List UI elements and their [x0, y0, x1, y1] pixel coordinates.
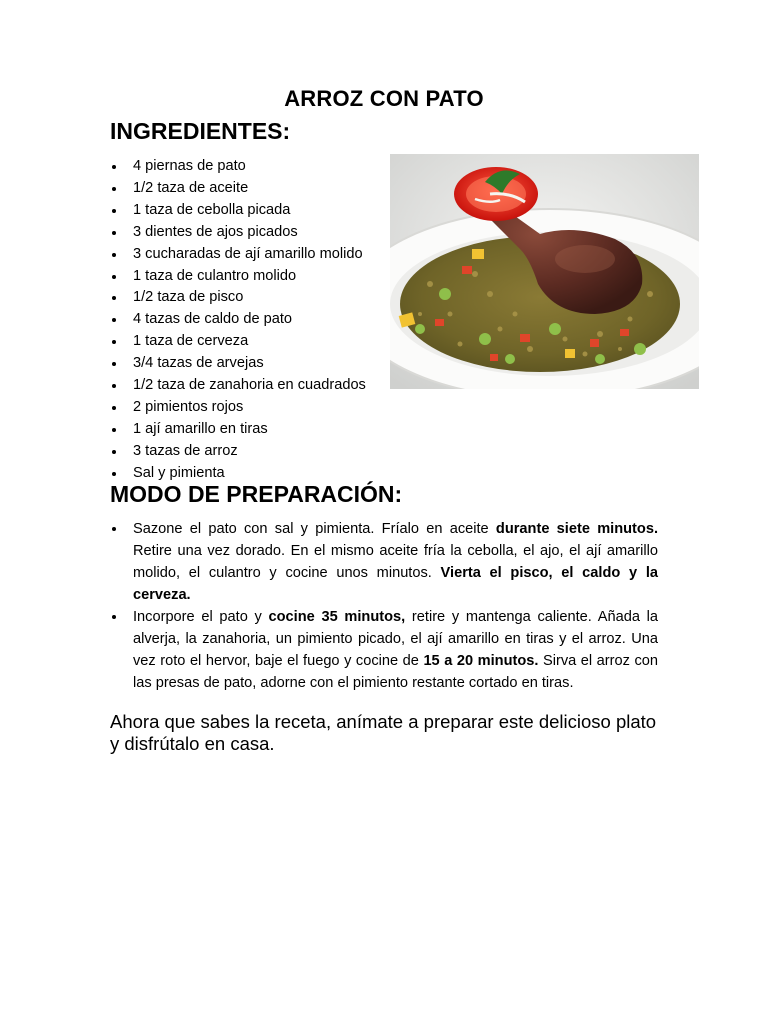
dish-photo — [390, 154, 699, 389]
step-emphasis: Vierta el pisco, el caldo y la cerveza. — [133, 565, 658, 603]
ingredient-item: 4 tazas de caldo de pato — [110, 309, 400, 331]
step-text: Incorpore el pato y — [133, 609, 269, 625]
ingredient-item: 1 taza de cerveza — [110, 331, 400, 353]
ingredient-item: 3 dientes de ajos picados — [110, 222, 400, 244]
preparation-list — [110, 518, 658, 694]
preparation-heading: MODO DE PREPARACIÓN: — [110, 481, 403, 507]
dish-photo-icon — [390, 154, 699, 389]
ingredient-item: 3 cucharadas de ají amarillo molido — [110, 244, 400, 266]
closing-paragraph: Ahora que sabes la receta, anímate a preparar este delicioso plato y disfrútalo en casa. — [110, 711, 657, 754]
ingredient-item: 1 ají amarillo en tiras — [110, 419, 400, 441]
page-title: ARROZ CON PATO — [284, 86, 484, 111]
ingredient-item: 2 pimientos rojos — [110, 397, 400, 419]
step-text: retire y mantenga caliente. Añada la alverja, la zanahoria, un pimiento picado, el ají amarillo en tiras y el arroz. Una vez roto el hervor, baje el fuego y cocine de — [133, 609, 658, 669]
ingredients-list — [110, 156, 400, 485]
step-text: Sirva el arroz con las presas de pato, adorne con el pimiento restante cortado en tiras. — [133, 653, 659, 691]
ingredient-item: 1 taza de cebolla picada — [110, 200, 400, 222]
ingredient-item: 3 tazas de arroz — [110, 441, 400, 463]
ingredient-item: 1/2 taza de aceite — [110, 178, 400, 200]
ingredient-item: 1/2 taza de pisco — [110, 287, 400, 309]
ingredient-item: 1/2 taza de zanahoria en cuadrados — [110, 375, 400, 397]
step-text: Retire una vez dorado. En el mismo aceite fría la cebolla, el ajo, el ají amarillo molido, el culantro y cocine unos minutos. — [133, 543, 658, 581]
ingredient-item: 4 piernas de pato — [110, 156, 400, 178]
step-emphasis: cocine 35 minutos, — [268, 609, 406, 625]
preparation-step — [110, 606, 658, 694]
ingredient-item: 1 taza de culantro molido — [110, 266, 400, 288]
step-emphasis: 15 a 20 minutos. — [423, 653, 539, 669]
ingredients-heading: INGREDIENTES: — [110, 118, 291, 144]
ingredient-item: 3/4 tazas de arvejas — [110, 353, 400, 375]
step-emphasis: durante siete minutos. — [495, 521, 659, 537]
preparation-step — [110, 518, 658, 606]
step-text: Sazone el pato con sal y pimienta. Fríalo en aceite — [133, 521, 496, 537]
ingredient-item: Sal y pimienta — [110, 463, 400, 485]
